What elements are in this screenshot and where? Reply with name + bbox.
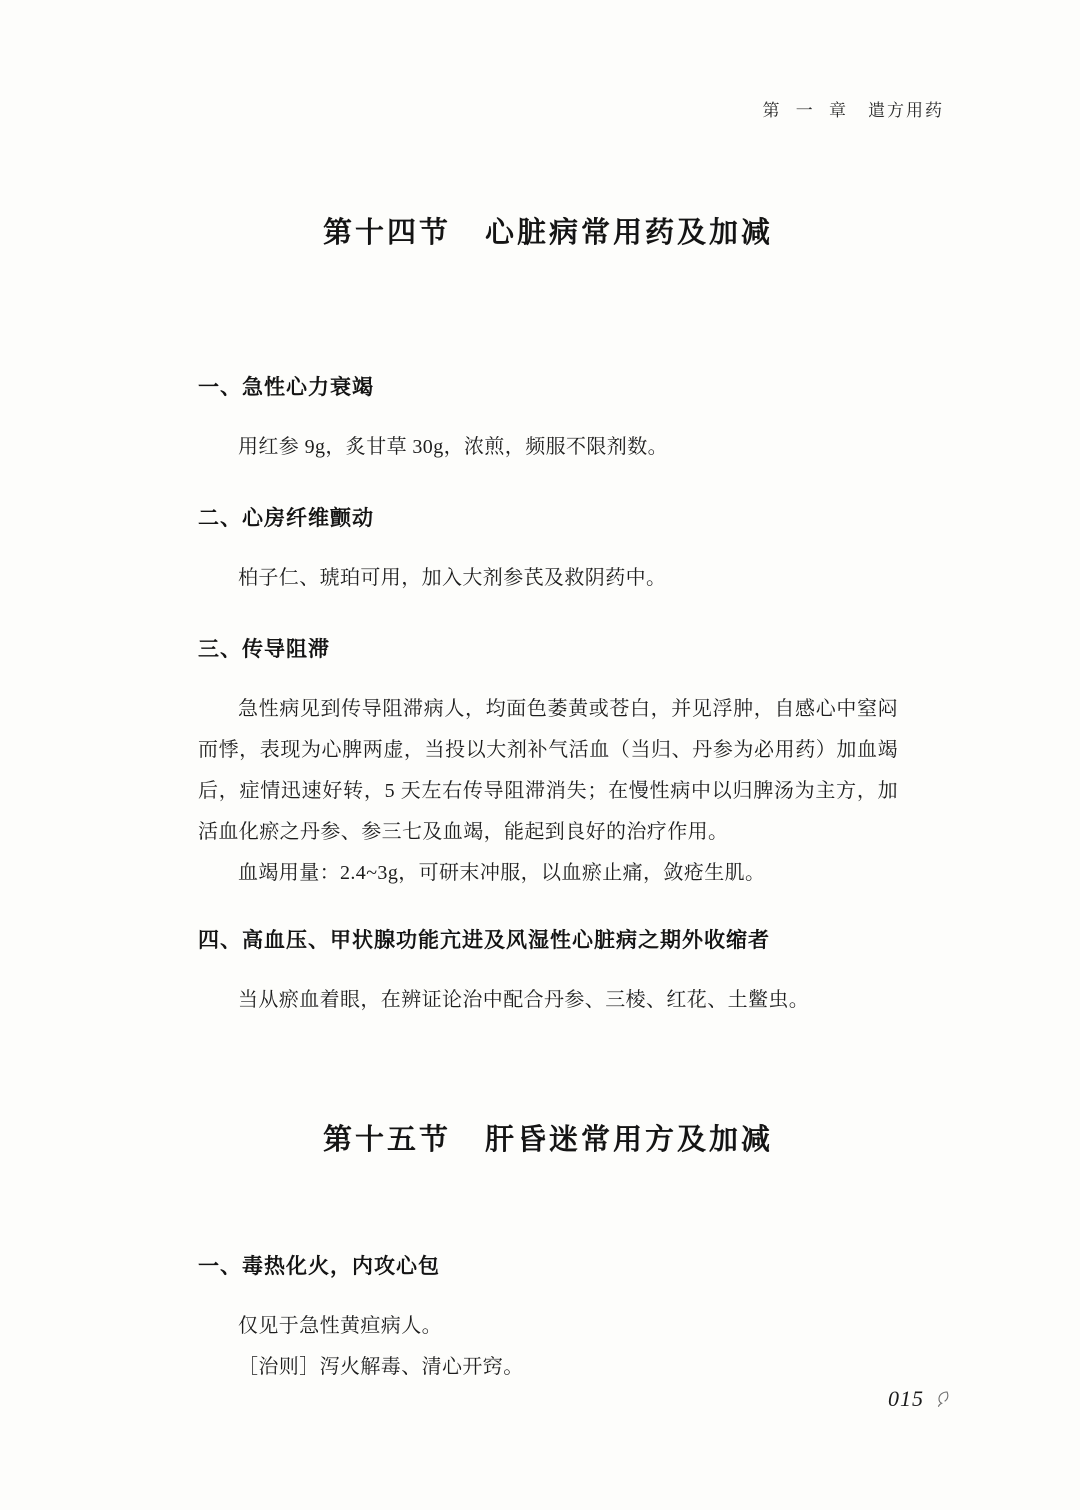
running-head xyxy=(763,96,945,121)
page-number-value: 015 xyxy=(888,1386,924,1411)
paragraph-1-3-2: 血竭用量：2.4~3g，可研末冲服，以血瘀止痛，敛疮生肌。 xyxy=(238,862,766,884)
running-head-title: 遣方用药 xyxy=(868,101,944,120)
paragraph-1-4-1: 当从瘀血着眼，在辨证论治中配合丹参、三棱、红花、土鳖虫。 xyxy=(238,989,810,1011)
section-15-title: 肝昏迷常用方及加减 xyxy=(485,1124,774,1156)
section-heading-14 xyxy=(198,210,898,251)
paragraph-1-1-1: 用红参 9g，炙甘草 30g，浓煎，频服不限剂数。 xyxy=(238,436,668,458)
subsection-heading-1-3: 三、传导阻滞 xyxy=(198,637,330,661)
subsection-heading-2-1: 一、毒热化火，内攻心包 xyxy=(198,1254,440,1278)
leaf-ornament-icon xyxy=(932,1389,952,1409)
page-number-footer xyxy=(888,1386,952,1412)
paragraph-2-1-1: 仅见于急性黄疸病人。 xyxy=(238,1315,442,1337)
section-14-number: 第十四节 xyxy=(322,217,451,249)
paragraph-1-2-1: 柏子仁、琥珀可用，加入大剂参芪及救阴药中。 xyxy=(238,567,667,589)
subsection-heading-1-2: 二、心房纤维颤动 xyxy=(198,506,374,530)
subsection-heading-1-1: 一、急性心力衰竭 xyxy=(198,375,374,399)
page-content xyxy=(198,210,898,1388)
subsection-heading-1-4: 四、高血压、甲状腺功能亢进及风湿性心脏病之期外收缩者 xyxy=(198,928,770,952)
paragraph-2-1-2: ［治则］泻火解毒、清心开窍。 xyxy=(238,1356,524,1378)
paragraph-1-3-1: 急性病见到传导阻滞病人，均面色萎黄或苍白，并见浮肿，自感心中窒闷而悸，表现为心脾两虚，当投以大剂补气活血（当归、丹参为必用药）加血竭后，症情迅速好转，5 天左右传导阻滞消失；在慢性病中以归脾汤为主方，加活血化瘀之丹参、参三七及血竭，能起到良好的治疗作用。 xyxy=(198,698,898,843)
section-14-title: 心脏病常用药及加减 xyxy=(485,217,774,249)
section-heading-15 xyxy=(198,1117,898,1158)
section-15-number: 第十五节 xyxy=(322,1124,451,1156)
running-head-chapter: 第 一 章 xyxy=(762,101,852,120)
